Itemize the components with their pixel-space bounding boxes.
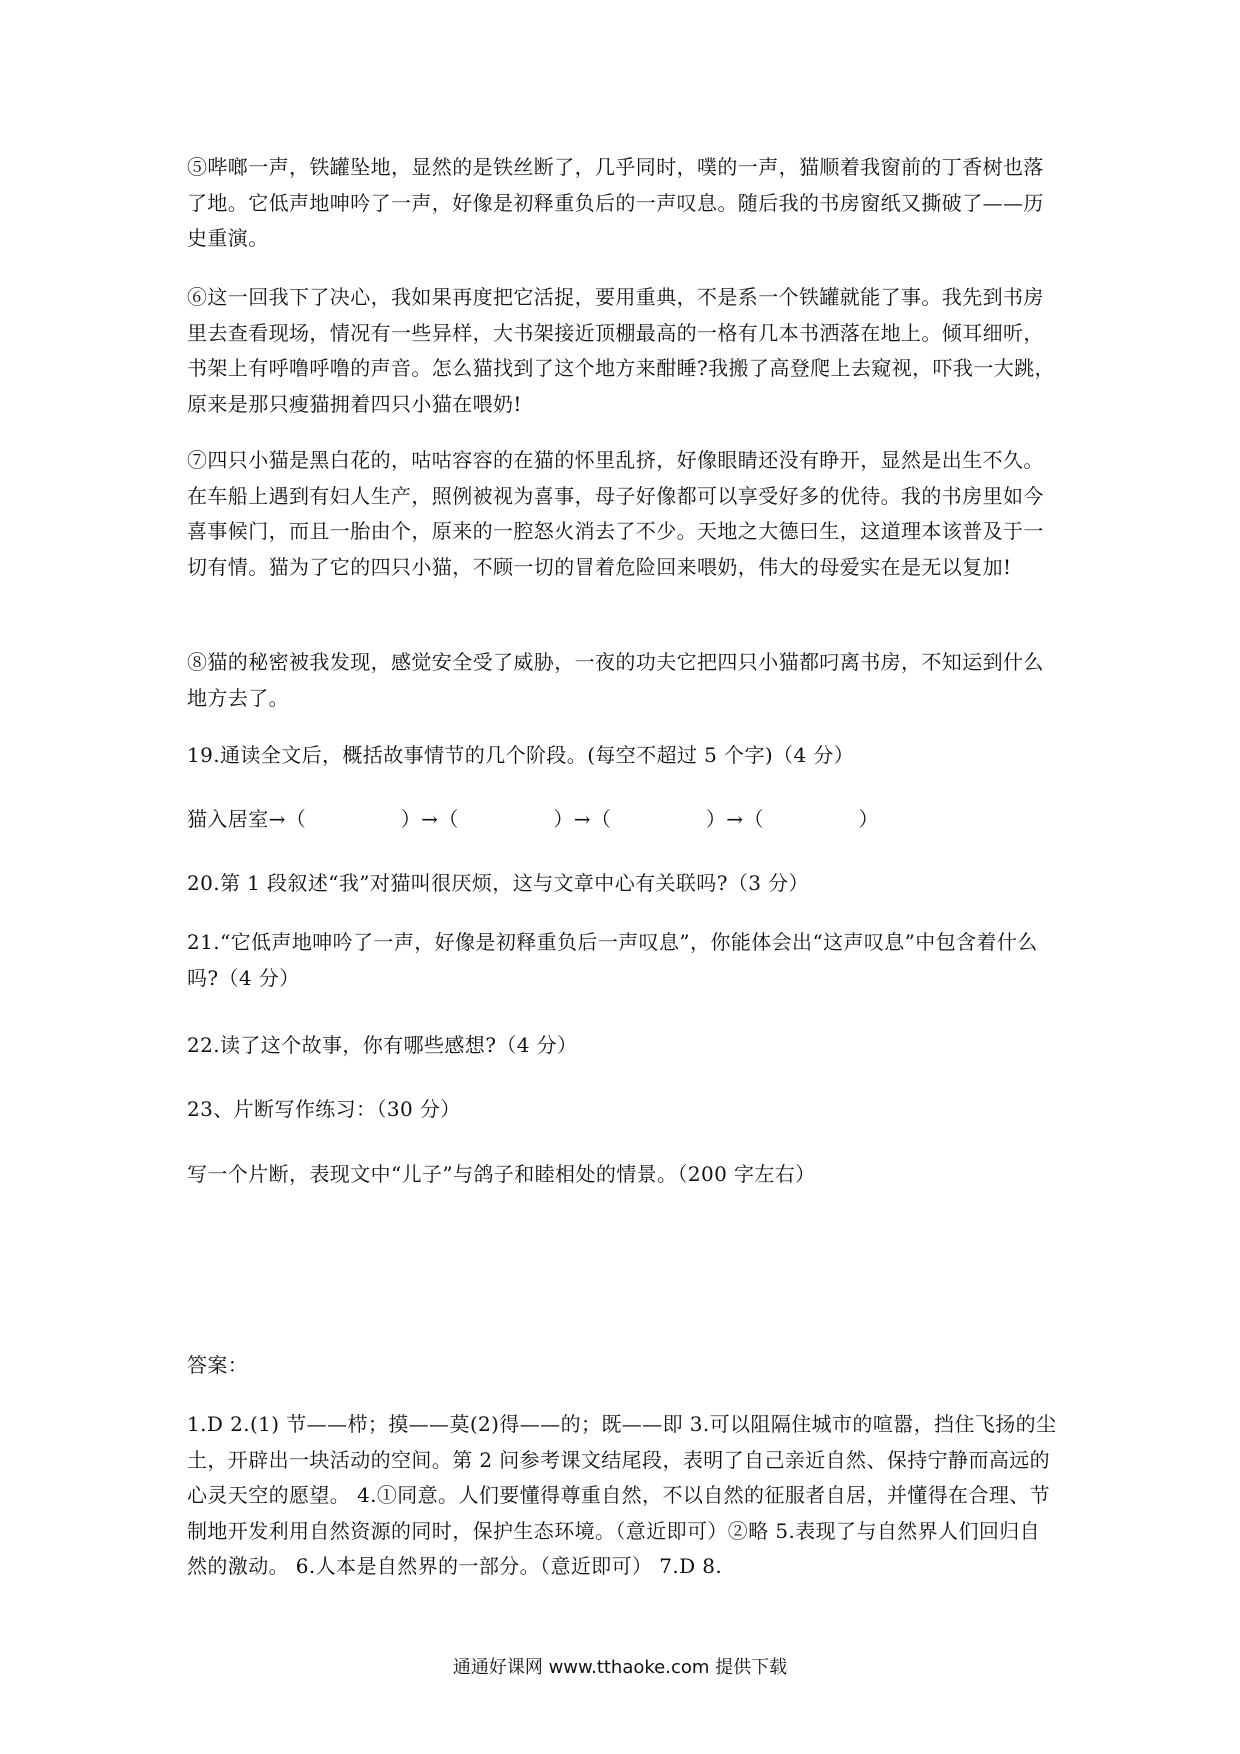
page-footer: 通通好课网 www.tthaoke.com 提供下载 (452, 1657, 788, 1678)
paragraph-8: ⑧猫的秘密被我发现，感觉安全受了威胁，一夜的功夫它把四只小猫都叼离书房，不知运到什么地方去了。 (187, 650, 1044, 710)
paragraph-5: ⑤哔啷一声，铁罐坠地，显然的是铁丝断了，几乎同时，噗的一声，猫顺着我窗前的丁香树也落了地。它低声地呻吟了一声，好像是初释重负后的一声叹息。随后我的书房窗纸又撕破了——历史重演。 (187, 155, 1044, 250)
question-22: 22.读了这个故事，你有哪些感想?（4 分） (187, 1033, 578, 1057)
question-19-plot-flow: 猫入居室→（ ）→（ ）→（ ）→（ ） (187, 807, 879, 831)
question-21: 21.“它低声地呻吟了一声，好像是初释重负后一声叹息”，你能体会出“这声叹息”中包含着什么吗?（4 分） (187, 930, 1038, 990)
paragraph-7: ⑦四只小猫是黑白花的，咕咕容容的在猫的怀里乱挤，好像眼睛还没有睁开，显然是出生不久。在车船上遇到有妇人生产，照例被视为喜事，母子好像都可以享受好多的优待。我的书房里如今喜事候门，而且一胎由个，原来的一腔怒火消去了不少。天地之大德曰生，这道理本该普及于一切有情。猫为了它的四只小猫，不顾一切的冒着危险回来喂奶，伟大的母爱实在是无以复加! (187, 448, 1044, 579)
answers-heading: 答案： (187, 1353, 249, 1377)
question-20: 20.第 1 段叙述“我”对猫叫很厌烦，这与文章中心有关联吗?（3 分） (187, 871, 809, 895)
question-23: 23、片断写作练习：（30 分） (187, 1097, 461, 1121)
question-19: 19.通读全文后，概括故事情节的几个阶段。(每空不超过 5 个字)（4 分） (187, 743, 855, 767)
answers-text: 1.D 2.(1) 节——栉；摸——莫(2)得——的；既——即 3.可以阻隔住城市的喧嚣，挡住飞扬的尘土，开辟出一块活动的空间。第 2 问参考课文结尾段，表明了自己亲近自然、保持宁静而高远的心灵天空的愿望。 4.①同意。人们要懂得尊重自然，不以自然的征服者自居，并懂得在合理、节制地开发利用自然资源的同时，保护生态环境。（意近即可）②略 5.表现了与自然界人们回归自然的激动。 6.人本是自然界的一部分。（意近即可） 7.D 8. (187, 1412, 1057, 1578)
question-23-task: 写一个片断，表现文中“儿子”与鸽子和睦相处的情景。（200 字左右） (187, 1162, 816, 1186)
paragraph-6: ⑥这一回我下了决心，我如果再度把它活捉，要用重典，不是系一个铁罐就能了事。我先到书房里去查看现场，情况有一些异样，大书架接近顶棚最高的一格有几本书洒落在地上。倾耳细听，书架上有呼噜呼噜的声音。怎么猫找到了这个地方来酣睡?我搬了高登爬上去窥视，吓我一大跳，原来是那只瘦猫拥着四只小猫在喂奶! (187, 285, 1055, 416)
